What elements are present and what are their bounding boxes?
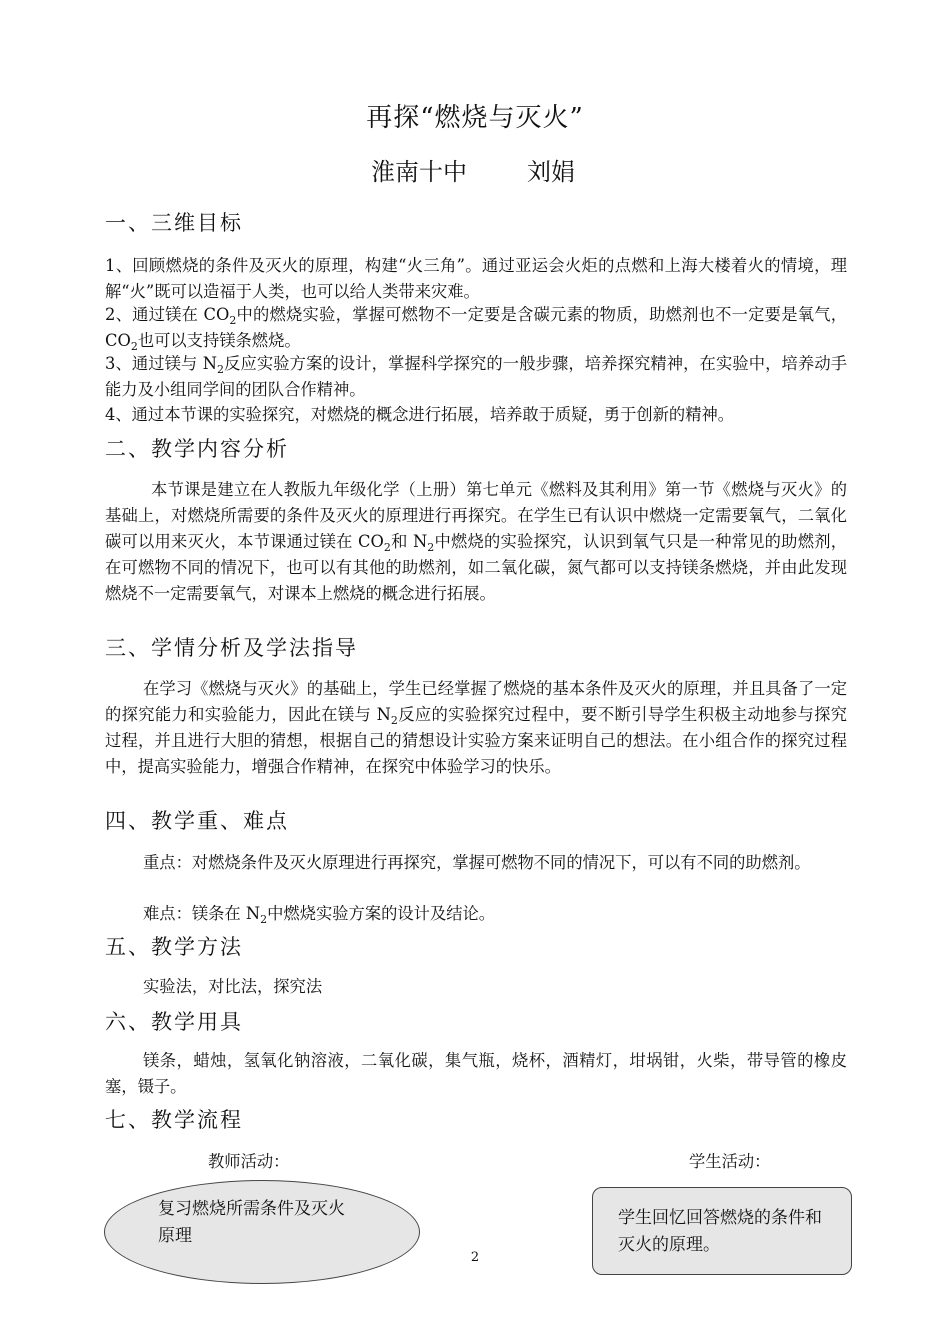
- author-school: 淮南十中: [371, 158, 467, 186]
- student-activity-text: 学生回忆回答燃烧的条件和灭火的原理。: [618, 1208, 822, 1255]
- page-title: 再探“燃烧与灭火”: [366, 103, 584, 133]
- student-activity-label: 学生活动：: [689, 1152, 771, 1171]
- section-heading-methods: 五、教学方法: [105, 935, 243, 959]
- tools-text: 镁条，蜡烛，氢氧化钠溶液，二氧化碳，集气瓶，烧杯，酒精灯，坩埚钳，火柴，带导管的橡皮塞，镊子。: [105, 1051, 847, 1096]
- content-analysis-paragraph: 本节课是建立在人教版九年级化学（上册）第七单元《燃料及其利用》第一节《燃烧与灭火》的基础上，对燃烧所需要的条件及灭火的原理进行再探究。在学生已有认识中燃烧一定需要氧气，二氧化碳可以用来灭火，本节课通过镁在 $CO_2$和 $N_2$中燃烧的实验探究，认识到氧气只是一种常见的助燃剂，在可燃物不同的情况下，也可以有其他的助燃剂，如二氧化碳，氮气都可以支持镁条燃烧，并由此发现燃烧不一定需要氧气，对课本上燃烧的概念进行拓展。: [105, 480, 847, 603]
- goal-1: 1、回顾燃烧的条件及灭火的原理，构建“火三角”。通过亚运会火炬的点燃和上海大楼着火的情境，理解“火”既可以造福于人类，也可以给人类带来灾难。: [105, 256, 847, 301]
- teacher-activity-text: 复习燃烧所需条件及灭火原理: [158, 1199, 345, 1246]
- learner-analysis-paragraph: 在学习《燃烧与灭火》的基础上，学生已经掌握了燃烧的基本条件及灭火的原理，并且具备了一定的探究能力和实验能力，因此在镁与 $N_2$反应的实验探究过程中，要不断引导学生积极主动地参与探究过程，并且进行大胆的猜想，根据自己的猜想设计实验方案来证明自己的想法。在小组合作的探究过程中，提高实验能力，增强合作精神，在探究中体验学习的快乐。: [105, 679, 847, 776]
- section-heading-flow: 七、教学流程: [105, 1108, 243, 1132]
- goal-4: 4、通过本节课的实验探究，对燃烧的概念进行拓展，培养敢于质疑，勇于创新的精神。: [105, 405, 735, 424]
- methods-text: 实验法，对比法，探究法: [143, 977, 323, 996]
- author-name: 刘娟: [527, 158, 575, 186]
- section-heading-learner-analysis: 三、学情分析及学法指导: [105, 636, 358, 660]
- difficulty-text: 难点：镁条在 $N_2$中燃烧实验方案的设计及结论。: [143, 904, 496, 926]
- page-number: 2: [470, 1250, 480, 1265]
- section-heading-tools: 六、教学用具: [105, 1010, 243, 1034]
- goal-3: 3、通过镁与 $N_2$反应实验方案的设计，掌握科学探究的一般步骤，培养探究精神，在实验中，培养动手能力及小组同学间的团队合作精神。: [105, 354, 847, 399]
- section-heading-content-analysis: 二、教学内容分析: [105, 437, 289, 461]
- key-point-text: 重点：对燃烧条件及灭火原理进行再探究，掌握可燃物不同的情况下，可以有不同的助燃剂。: [143, 853, 811, 872]
- section-heading-goals: 一、三维目标: [105, 211, 243, 235]
- goal-2: 2、通过镁在 $CO_2$中的燃烧实验，掌握可燃物不一定要是含碳元素的物质，助燃剂也不一定要是氧气，$CO_2$也可以支持镁条燃烧。: [105, 305, 847, 353]
- section-heading-key-points: 四、教学重、难点: [105, 809, 289, 833]
- teacher-activity-label: 教师活动：: [208, 1152, 290, 1171]
